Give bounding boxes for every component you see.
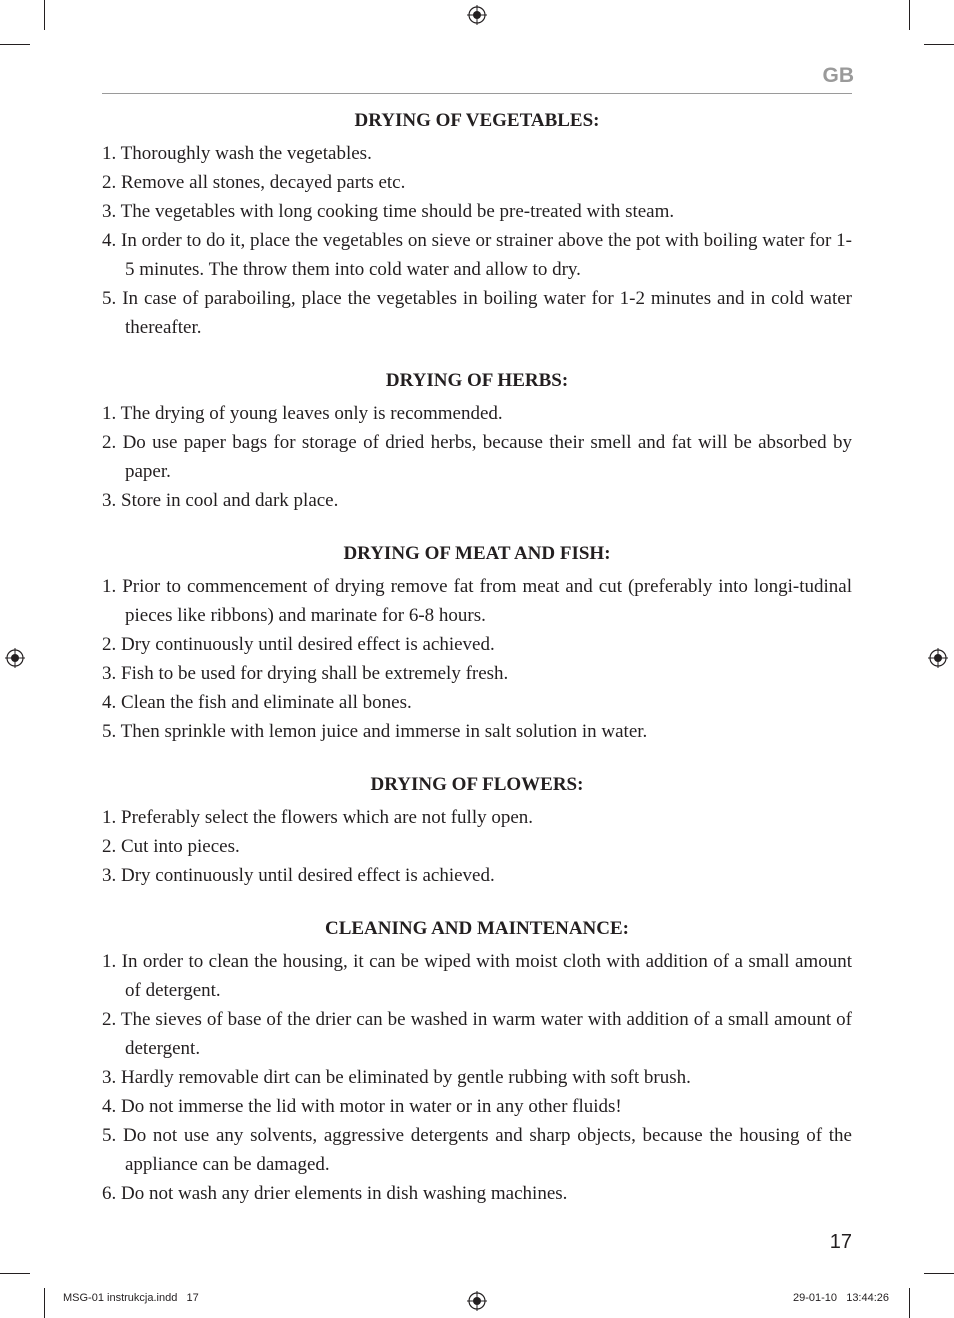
registration-mark-icon — [467, 1291, 487, 1311]
list-item: 2. Cut into pieces. — [102, 836, 240, 857]
list-item: 3. Hardly removable dirt can be eliminated by gentle rubbing with soft brush. — [102, 1067, 691, 1088]
file-name-slug: MSG-01 instrukcja.indd 17 — [63, 1292, 199, 1304]
list-item: 1. The drying of young leaves only is recommended. — [102, 403, 503, 424]
list-item: 3. Dry continuously until desired effect is achieved. — [102, 865, 495, 886]
crop-mark — [0, 44, 30, 45]
registration-mark-icon — [5, 648, 25, 668]
section-heading: DRYING OF VEGETABLES: — [354, 110, 600, 131]
crop-mark — [909, 1288, 910, 1318]
list-item: 4. Clean the fish and eliminate all bones. — [102, 692, 412, 713]
list-item: 3. The vegetables with long cooking time should be pre-treated with steam. — [102, 201, 675, 222]
instruction-list — [102, 399, 852, 515]
list-item: 1. In order to clean the housing, it can be wiped with moist cloth with addition of a small amount of detergent. — [102, 951, 852, 1001]
document-body — [102, 106, 852, 1232]
list-item: 4. In order to do it, place the vegetables on sieve or strainer above the pot with boiling water for 1-5 minutes. The throw them into cold water and allow to dry. — [102, 230, 852, 280]
list-item: 3. Fish to be used for drying shall be extremely fresh. — [102, 663, 509, 684]
list-item: 5. Then sprinkle with lemon juice and immerse in salt solution in water. — [102, 721, 648, 742]
section-heading: DRYING OF HERBS: — [385, 370, 569, 391]
crop-mark — [44, 0, 45, 30]
section-heading: DRYING OF MEAT AND FISH: — [343, 543, 611, 564]
crop-mark — [924, 44, 954, 45]
section-heading: DRYING OF FLOWERS: — [370, 774, 584, 795]
list-item: 1. Preferably select the flowers which are not fully open. — [102, 807, 534, 828]
list-item: 2. The sieves of base of the drier can be washed in warm water with addition of a small amount of detergent. — [102, 1009, 852, 1059]
instruction-list — [102, 947, 852, 1208]
list-item: 2. Do use paper bags for storage of dried herbs, because their smell and fat will be absorbed by paper. — [102, 432, 852, 482]
list-item: 3. Store in cool and dark place. — [102, 490, 339, 511]
section-heading: CLEANING AND MAINTENANCE: — [324, 918, 630, 939]
list-item: 5. In case of paraboiling, place the vegetables in boiling water for 1-2 minutes and in cold water thereafter. — [102, 288, 852, 338]
timestamp-slug: 29-01-10 13:44:26 — [793, 1292, 890, 1304]
instruction-list — [102, 139, 852, 342]
list-item: 1. Prior to commencement of drying remove fat from meat and cut (preferably into longi-tudinal pieces like ribbons) and marinate for 6-8 hours. — [102, 576, 852, 626]
instruction-list — [102, 572, 852, 746]
instruction-list — [102, 803, 852, 890]
list-item: 6. Do not wash any drier elements in dish washing machines. — [102, 1183, 568, 1204]
crop-mark — [0, 1273, 30, 1274]
list-item: 2. Remove all stones, decayed parts etc. — [102, 172, 406, 193]
registration-mark-icon — [467, 5, 487, 25]
page-number: 17 — [829, 1231, 852, 1253]
list-item: 5. Do not use any solvents, aggressive detergents and sharp objects, because the housing of the appliance can be damaged. — [102, 1125, 852, 1175]
language-label: GB — [822, 64, 854, 87]
registration-mark-icon — [928, 648, 948, 668]
list-item: 1. Thoroughly wash the vegetables. — [102, 143, 372, 164]
crop-mark — [924, 1273, 954, 1274]
crop-mark — [909, 0, 910, 30]
crop-mark — [44, 1288, 45, 1318]
list-item: 2. Dry continuously until desired effect is achieved. — [102, 634, 495, 655]
list-item: 4. Do not immerse the lid with motor in water or in any other fluids! — [102, 1096, 622, 1117]
header-rule — [102, 93, 852, 94]
